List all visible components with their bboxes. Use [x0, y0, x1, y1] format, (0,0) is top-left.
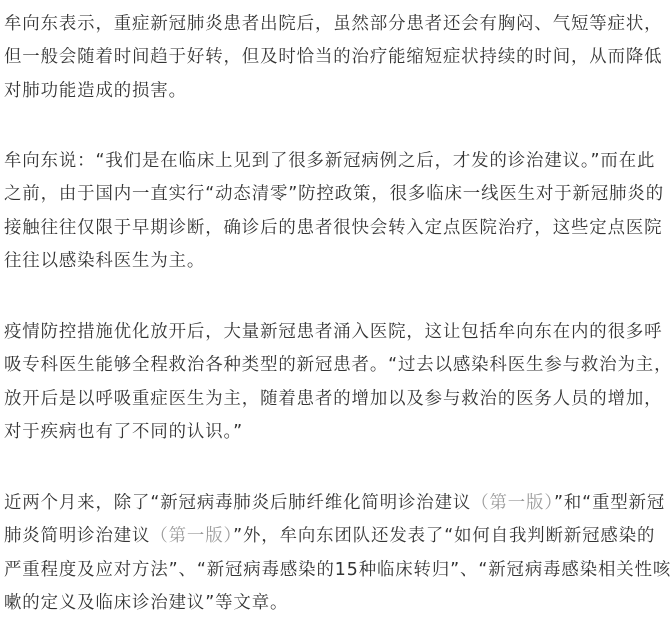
text-span: 肺炎简明诊治建议	[4, 526, 151, 547]
text-line	[4, 316, 668, 349]
text-line	[4, 145, 668, 178]
paragraph-4	[4, 487, 672, 621]
text-span: 接触往往仅限于早期诊断，确诊后的患者很快会转入定点医院治疗，这些定点医院	[4, 217, 663, 238]
edition-note: （第一版）	[471, 493, 554, 513]
text-line	[4, 520, 668, 553]
text-span: 严重程度及应对方法”、“新冠病毒感染的15种临床转归”、“新冠病毒感染相关性咳	[4, 559, 672, 580]
text-line	[4, 383, 668, 416]
paragraph-1	[4, 8, 668, 108]
text-line	[4, 245, 668, 278]
text-line	[4, 212, 668, 245]
text-line	[4, 349, 672, 382]
text-span: 放开后是以呼吸重症医生为主，随着患者的增加以及参与救治的医务人员的增加，	[4, 388, 663, 409]
text-span: 疫情防控措施优化放开后，大量新冠患者涌入医院，这让包括牟向东在内的很多呼	[4, 322, 663, 342]
text-span: 近两个月来，除了“新冠病毒肺炎后肺纤维化简明诊治建议	[4, 493, 472, 513]
text-line	[4, 41, 668, 74]
text-span: ”和“重型新冠	[553, 493, 666, 513]
text-line	[4, 75, 668, 108]
text-span: 吸专科医生能够全程救治各种类型的新冠患者。“过去以感染科医生参与救治为主，	[4, 355, 672, 376]
text-span: 往往以感染科医生为主。	[4, 251, 206, 272]
text-span: ”外，牟向东团队还发表了“如何自我判断新冠感染的	[233, 526, 656, 547]
edition-note: （第一版）	[150, 526, 234, 547]
text-line	[4, 8, 668, 41]
text-span: 之前，由于国内一直实行“动态清零”防控政策，很多临床一线医生对于新冠肺炎的	[4, 184, 664, 205]
text-line	[4, 487, 668, 520]
text-span: 牟向东表示，重症新冠肺炎患者出院后，虽然部分患者还会有胸闷、气短等症状，	[4, 14, 663, 34]
text-span: 牟向东说：“我们是在临床上见到了很多新冠病例之后，才发的诊治建议。”而在此	[4, 151, 656, 171]
paragraph-2	[4, 145, 668, 279]
text-span: 对肺功能造成的损害。	[4, 80, 187, 101]
text-span: 对于疾病也有了不同的认识。”	[4, 422, 243, 443]
text-line	[4, 178, 668, 211]
text-line	[4, 587, 668, 620]
text-line	[4, 554, 672, 587]
paragraph-3	[4, 316, 672, 450]
text-line	[4, 416, 668, 449]
text-span: 但一般会随着时间趋于好转，但及时恰当的治疗能缩短症状持续的时间，从而降低	[4, 47, 663, 68]
text-span: 嗽的定义及临床诊治建议”等文章。	[4, 593, 289, 614]
